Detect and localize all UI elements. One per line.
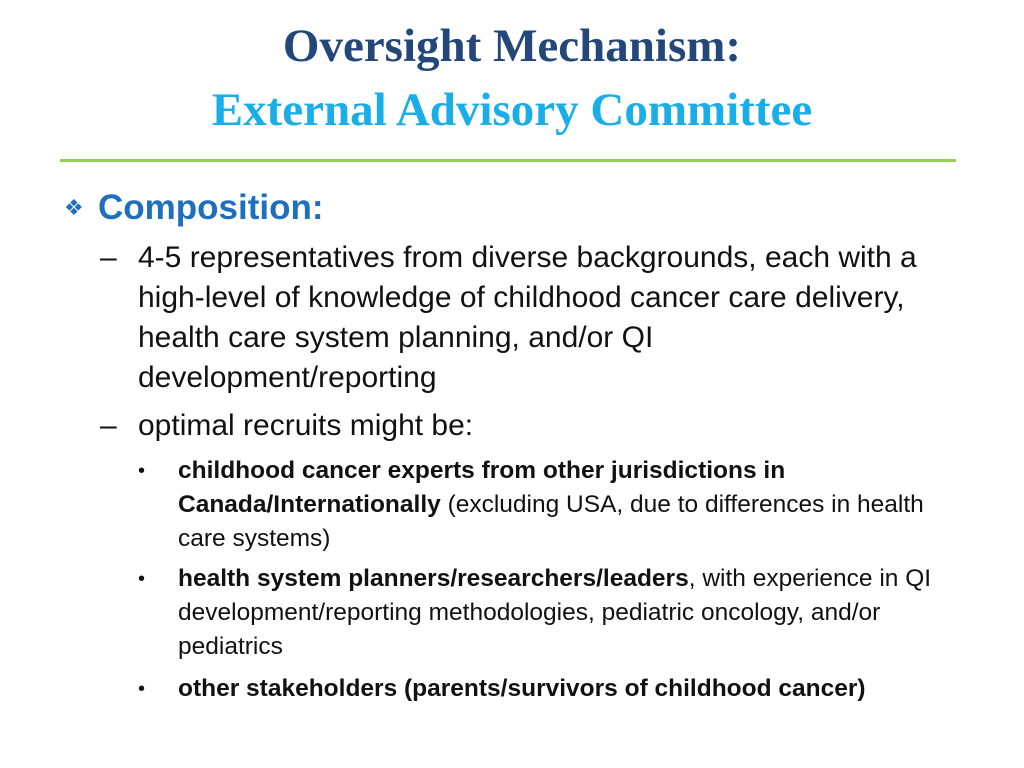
round-bullet: • <box>138 568 146 590</box>
sub-point-stakeholders <box>178 672 978 706</box>
sub-point-bold: childhood cancer experts from other jurisdictions in Canada/Internationally <box>178 457 786 518</box>
dash-bullet: – <box>100 409 117 442</box>
sub-point-bold: other stakeholders (parents/survivors of childhood cancer) <box>178 675 866 702</box>
section-heading: Composition: <box>98 188 324 227</box>
sub-point-detail: (excluding USA, due to differences in health care systems) <box>178 491 924 552</box>
round-bullet: • <box>138 678 146 700</box>
point-optimal-recruits: optimal recruits might be: <box>138 409 474 442</box>
section-heading-row <box>64 186 324 230</box>
title-divider <box>60 159 956 162</box>
dash-bullet: – <box>100 241 117 274</box>
round-bullet: • <box>138 460 146 482</box>
slide-title: Oversight Mechanism: <box>282 20 742 72</box>
slide-subtitle: External Advisory Committee <box>211 84 813 136</box>
sub-point-cancer-experts <box>178 454 978 556</box>
point-representatives: 4-5 representatives from diverse backgrounds, each with a high-level of knowledge of childhood cancer care delivery, health care system planning, and/or QI development/reporting <box>138 241 917 394</box>
sub-point-system-planners <box>178 562 978 664</box>
sub-point-detail: , with experience in QI development/reporting methodologies, pediatric oncology, and/or pediatrics <box>178 565 932 660</box>
diamond-bullet-icon: ❖ <box>64 195 84 220</box>
sub-point-bold: health system planners/researchers/leaders <box>178 565 689 592</box>
